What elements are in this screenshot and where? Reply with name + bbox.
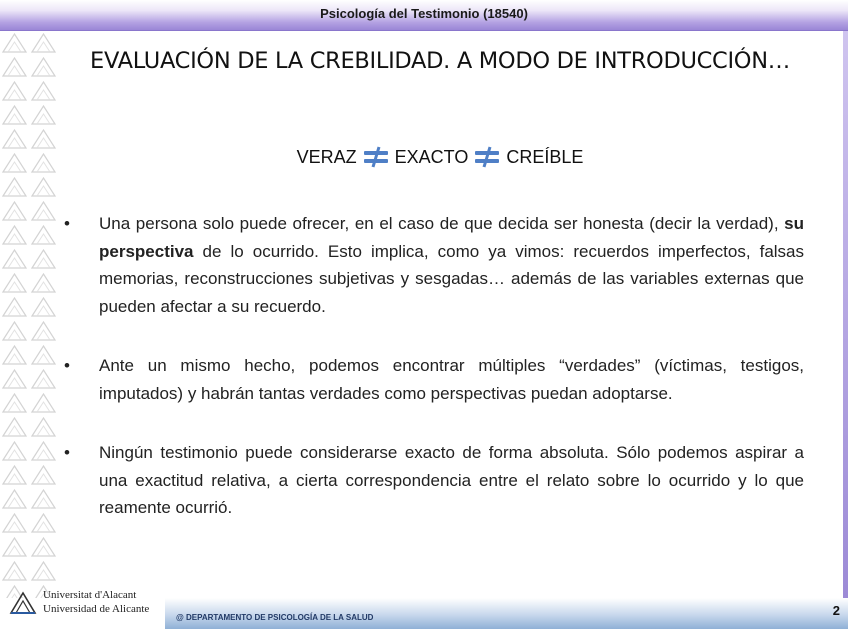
subtitle-row xyxy=(0,146,848,168)
term-exacto: EXACTO xyxy=(394,146,469,167)
right-edge-decoration xyxy=(843,31,848,599)
not-equal-icon xyxy=(363,146,389,168)
course-title: Psicología del Testimonio (18540) xyxy=(320,6,528,21)
university-logo-icon xyxy=(9,590,37,616)
bullet-item xyxy=(64,439,804,522)
university-name-spanish: Universidad de Alicante xyxy=(43,603,150,615)
bullet-item xyxy=(64,352,804,407)
slide-title: EVALUACIÓN DE LA CREBILIDAD. A MODO DE INTRODUCCIÓN… xyxy=(90,48,790,74)
bullet-text: de lo ocurrido. Esto implica, como ya vimos: recuerdos imperfectos, falsas memorias, reconstrucciones subjetivas y sesgadas… además de las variables externas que pueden afectar a su recuerdo. xyxy=(99,241,804,316)
bullet-text: Ningún testimonio puede considerarse exacto de forma absoluta. Sólo podemos aspirar a una exactitud relativa, a cierta correspondencia entre el relato sobre lo ocurrido y lo que reamente ocurrió. xyxy=(99,443,804,517)
bullet-dot: • xyxy=(64,443,70,462)
university-name-valencian: Universitat d'Alacant xyxy=(43,589,137,601)
bullet-dot: • xyxy=(64,356,70,375)
bullet-dot: • xyxy=(64,214,70,233)
term-veraz: VERAZ xyxy=(296,146,357,167)
not-equal-icon xyxy=(474,146,500,168)
department-label: @ DEPARTAMENTO DE PSICOLOGÍA DE LA SALUD xyxy=(176,613,374,622)
side-pattern-decoration xyxy=(0,31,58,599)
bullet-emphasis: su perspectiva xyxy=(99,214,804,261)
bullet-item xyxy=(64,210,804,320)
term-creible: CREÍBLE xyxy=(506,146,584,167)
bullet-text: Una persona solo puede ofrecer, en el caso de que decida ser honesta (decir la verdad), xyxy=(99,214,785,233)
bullet-list xyxy=(64,210,804,522)
bullet-text: Ante un mismo hecho, podemos encontrar múltiples “verdades” (víctimas, testigos, imputados) y habrán tantas verdades como perspectivas puedan adoptarse. xyxy=(99,356,804,403)
page-number: 2 xyxy=(832,603,840,618)
